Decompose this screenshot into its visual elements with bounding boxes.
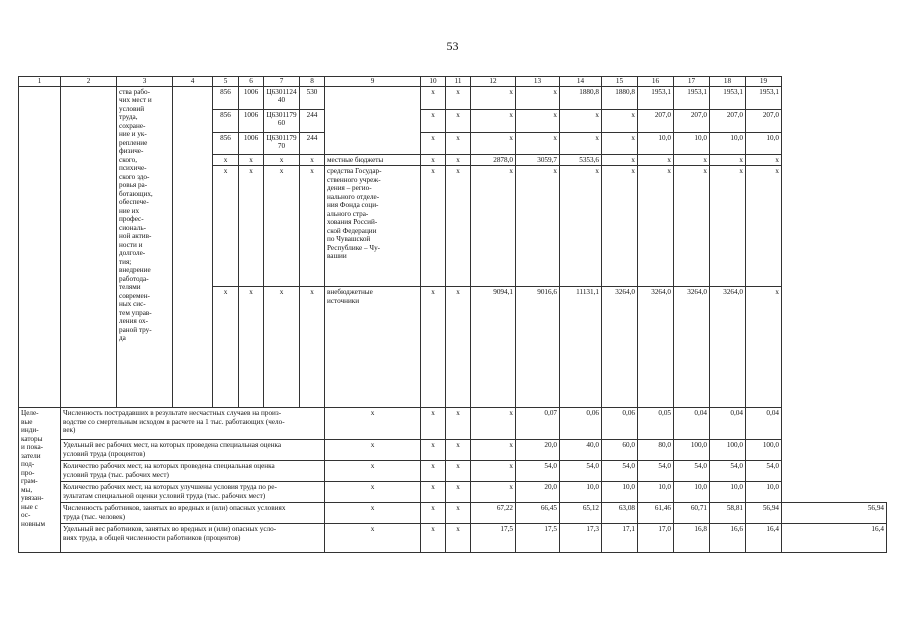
value-cell: 10,0: [674, 482, 710, 503]
value-cell: x: [421, 408, 446, 440]
value-cell: x: [471, 166, 516, 287]
target-article-code: x: [264, 155, 300, 166]
value-cell: 67,22: [471, 503, 516, 524]
column-number: 10: [421, 77, 446, 87]
value-cell: x: [516, 166, 560, 287]
value-cell: 40,0: [560, 440, 602, 461]
target-indicator-row: [19, 524, 887, 553]
column-number: 7: [264, 77, 300, 87]
value-cell: 0,04: [710, 408, 746, 440]
value-cell: 54,0: [638, 461, 674, 482]
grbs-code: x: [213, 166, 239, 287]
value-cell: x: [471, 461, 516, 482]
value-cell: x: [446, 110, 471, 133]
value-cell: x: [471, 87, 516, 110]
value-cell: x: [638, 166, 674, 287]
value-cell: x: [516, 133, 560, 155]
funding-source: x: [325, 482, 421, 503]
value-cell: x: [446, 503, 471, 524]
value-cell: 10,0: [638, 133, 674, 155]
value-cell: 63,08: [602, 503, 638, 524]
value-cell: x: [421, 287, 446, 408]
value-cell: 10,0: [560, 482, 602, 503]
col4-cell: [173, 87, 213, 408]
funding-source: местные бюджеты: [325, 155, 421, 166]
expense-type-code: 244: [300, 110, 325, 133]
value-cell: 20,0: [516, 440, 560, 461]
value-cell: 54,0: [560, 461, 602, 482]
value-cell: x: [560, 133, 602, 155]
value-cell: x: [421, 440, 446, 461]
column-number: 17: [674, 77, 710, 87]
value-cell: 10,0: [674, 133, 710, 155]
value-cell: x: [421, 110, 446, 133]
target-article-code: x: [264, 166, 300, 287]
value-cell: x: [421, 503, 446, 524]
value-cell: x: [471, 482, 516, 503]
value-cell: 0,04: [674, 408, 710, 440]
value-cell: x: [602, 110, 638, 133]
column-number-row: [19, 77, 887, 87]
target-article-code: Ц6301179 60: [264, 110, 300, 133]
value-cell: 3264,0: [710, 287, 746, 408]
indicator-description: Удельный вес рабочих мест, на которых проведена специальная оценка условий труда (процентов): [61, 440, 325, 461]
column-number: 6: [239, 77, 264, 87]
value-cell: 17,5: [516, 524, 560, 553]
section-code: 1006: [239, 133, 264, 155]
value-cell: 60,0: [602, 440, 638, 461]
section-code: 1006: [239, 87, 264, 110]
column-number: 2: [61, 77, 117, 87]
value-cell: 1953,1: [674, 87, 710, 110]
value-cell: 1953,1: [746, 87, 782, 110]
target-indicators-label: Целе- вые инди- каторы и пока- затели под- про- грам- мы, увязан- ные с ос- новным: [19, 408, 61, 553]
value-cell: x: [746, 166, 782, 287]
funding-source: x: [325, 503, 421, 524]
value-cell: x: [602, 155, 638, 166]
target-article-code: x: [264, 287, 300, 408]
value-cell: 207,0: [638, 110, 674, 133]
column-number: 8: [300, 77, 325, 87]
value-cell: x: [674, 155, 710, 166]
target-article-code: Ц6301124 40: [264, 87, 300, 110]
column-number: 16: [638, 77, 674, 87]
value-cell: 16,4: [782, 524, 887, 553]
value-cell: x: [674, 166, 710, 287]
indicator-description: Количество рабочих мест, на которых улучшены условия труда по ре- зультатам специальной оценки условий труда (тыс. рабочих мест): [61, 482, 325, 503]
indicator-description: Численность работников, занятых во вредных и (или) опасных условиях труда (тыс. человек): [61, 503, 325, 524]
value-cell: 56,94: [782, 503, 887, 524]
value-cell: x: [421, 155, 446, 166]
target-indicator-row: [19, 408, 887, 440]
value-cell: x: [446, 166, 471, 287]
section-code: 1006: [239, 110, 264, 133]
column-number: 13: [516, 77, 560, 87]
value-cell: x: [471, 408, 516, 440]
column-number: 9: [325, 77, 421, 87]
col1-cell: [19, 87, 61, 408]
value-cell: x: [471, 133, 516, 155]
value-cell: x: [560, 166, 602, 287]
value-cell: 1880,8: [560, 87, 602, 110]
column-number: 12: [471, 77, 516, 87]
value-cell: x: [421, 87, 446, 110]
value-cell: 54,0: [746, 461, 782, 482]
value-cell: x: [446, 461, 471, 482]
value-cell: 10,0: [710, 133, 746, 155]
value-cell: x: [421, 461, 446, 482]
value-cell: 80,0: [638, 440, 674, 461]
value-cell: 10,0: [746, 133, 782, 155]
value-cell: x: [446, 287, 471, 408]
column-number: 15: [602, 77, 638, 87]
value-cell: 3264,0: [602, 287, 638, 408]
value-cell: 9016,6: [516, 287, 560, 408]
section-code: x: [239, 287, 264, 408]
funding-source: x: [325, 408, 421, 440]
value-cell: 1880,8: [602, 87, 638, 110]
value-cell: 1953,1: [710, 87, 746, 110]
funding-source: внебюджетные источники: [325, 287, 421, 408]
funding-source: x: [325, 524, 421, 553]
funding-source: x: [325, 440, 421, 461]
value-cell: x: [710, 155, 746, 166]
value-cell: 2878,0: [471, 155, 516, 166]
value-cell: 3059,7: [516, 155, 560, 166]
column-number: 18: [710, 77, 746, 87]
value-cell: 5353,6: [560, 155, 602, 166]
value-cell: 0,06: [560, 408, 602, 440]
funding-source: средства Государ- ственного учреж- дения – регио- нального отделе- ния Фонда соци- ального стра- хования Россий- ской Федерации по Чувашской Республике – Чу- вашии: [325, 166, 421, 287]
value-cell: 100,0: [674, 440, 710, 461]
value-cell: 10,0: [638, 482, 674, 503]
value-cell: 207,0: [710, 110, 746, 133]
value-cell: 10,0: [602, 482, 638, 503]
section-code: x: [239, 155, 264, 166]
column-number: 3: [117, 77, 173, 87]
value-cell: 61,46: [638, 503, 674, 524]
value-cell: 0,07: [516, 408, 560, 440]
indicator-description: Численность пострадавших в результате несчастных случаев на произ- водстве со смертельным исходом в расчете на 1 тыс. работающих (чело- век): [61, 408, 325, 440]
value-cell: 3264,0: [638, 287, 674, 408]
value-cell: x: [446, 87, 471, 110]
value-cell: x: [560, 110, 602, 133]
value-cell: x: [446, 524, 471, 553]
target-article-code: Ц6301179 70: [264, 133, 300, 155]
value-cell: 20,0: [516, 482, 560, 503]
value-cell: 17,1: [602, 524, 638, 553]
value-cell: 3264,0: [674, 287, 710, 408]
value-cell: 56,94: [746, 503, 782, 524]
value-cell: x: [516, 87, 560, 110]
value-cell: 54,0: [516, 461, 560, 482]
value-cell: x: [446, 133, 471, 155]
grbs-code: 856: [213, 133, 239, 155]
value-cell: 54,0: [710, 461, 746, 482]
value-cell: 11131,1: [560, 287, 602, 408]
value-cell: x: [421, 133, 446, 155]
value-cell: 16,6: [710, 524, 746, 553]
value-cell: 58,81: [710, 503, 746, 524]
activity-description: ства рабо- чих мест и условий труда, сохране- ние и ук- репление физиче- ского, психиче- ского здо- ровья ра- ботающих, обеспече- ние их профес- сиональ- ной актив- ности и долголе- тия; внедрение работода- телями современ- ных сис- тем управ- ления ох- раной тру- да: [117, 87, 173, 408]
value-cell: x: [516, 110, 560, 133]
grbs-code: 856: [213, 87, 239, 110]
page-number: 53: [446, 39, 459, 53]
value-cell: 16,4: [746, 524, 782, 553]
grbs-code: 856: [213, 110, 239, 133]
value-cell: 207,0: [746, 110, 782, 133]
value-cell: x: [602, 133, 638, 155]
target-indicator-row: [19, 461, 887, 482]
column-number: 14: [560, 77, 602, 87]
value-cell: x: [471, 440, 516, 461]
column-number: 1: [19, 77, 61, 87]
value-cell: 54,0: [674, 461, 710, 482]
value-cell: 0,05: [638, 408, 674, 440]
value-cell: x: [446, 155, 471, 166]
col2-cell: [61, 87, 117, 408]
value-cell: x: [421, 482, 446, 503]
value-cell: x: [421, 524, 446, 553]
value-cell: x: [638, 155, 674, 166]
grbs-code: x: [213, 155, 239, 166]
value-cell: 207,0: [674, 110, 710, 133]
value-cell: x: [446, 482, 471, 503]
column-number: 4: [173, 77, 213, 87]
value-cell: x: [710, 166, 746, 287]
column-number: 11: [446, 77, 471, 87]
column-number: 5: [213, 77, 239, 87]
value-cell: 9094,1: [471, 287, 516, 408]
program-table: [18, 76, 887, 553]
value-cell: x: [421, 166, 446, 287]
target-indicator-row: [19, 503, 887, 524]
value-cell: 17,0: [638, 524, 674, 553]
value-cell: 17,5: [471, 524, 516, 553]
value-cell: 10,0: [710, 482, 746, 503]
value-cell: 1953,1: [638, 87, 674, 110]
value-cell: x: [602, 166, 638, 287]
expense-type-code: x: [300, 166, 325, 287]
grbs-code: x: [213, 287, 239, 408]
value-cell: 10,0: [746, 482, 782, 503]
expense-type-code: x: [300, 287, 325, 408]
value-cell: 17,3: [560, 524, 602, 553]
value-cell: x: [746, 155, 782, 166]
value-cell: 0,06: [602, 408, 638, 440]
value-cell: 16,8: [674, 524, 710, 553]
funding-source: [325, 87, 421, 155]
value-cell: 0,04: [746, 408, 782, 440]
indicator-description: Количество рабочих мест, на которых проведена специальная оценка условий труда (тыс. рабочих мест): [61, 461, 325, 482]
expense-type-code: x: [300, 155, 325, 166]
target-indicator-row: [19, 482, 887, 503]
value-cell: 100,0: [710, 440, 746, 461]
value-cell: x: [446, 408, 471, 440]
section-code: x: [239, 166, 264, 287]
funding-source: x: [325, 461, 421, 482]
column-number: 19: [746, 77, 782, 87]
indicator-description: Удельный вес работников, занятых во вредных и (или) опасных усло- виях труда, в общей численности работников (процентов): [61, 524, 325, 553]
target-indicator-row: [19, 440, 887, 461]
value-cell: 54,0: [602, 461, 638, 482]
value-cell: 66,45: [516, 503, 560, 524]
value-cell: x: [471, 110, 516, 133]
value-cell: 65,12: [560, 503, 602, 524]
expense-type-code: 530: [300, 87, 325, 110]
table-row: [19, 87, 887, 110]
value-cell: 60,71: [674, 503, 710, 524]
value-cell: x: [446, 440, 471, 461]
expense-type-code: 244: [300, 133, 325, 155]
value-cell: x: [746, 287, 782, 408]
value-cell: 100,0: [746, 440, 782, 461]
